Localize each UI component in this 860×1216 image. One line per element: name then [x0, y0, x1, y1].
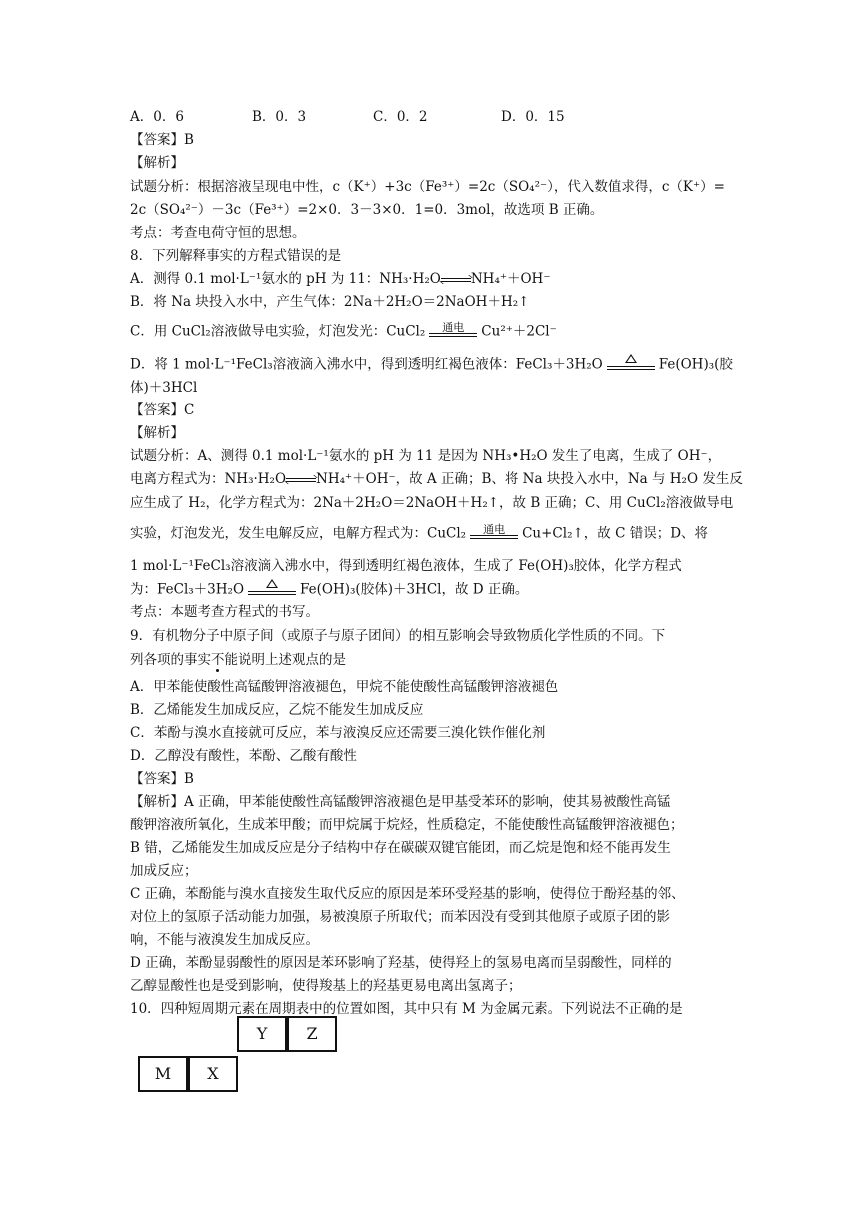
electrolysis-equals-icon	[425, 322, 481, 342]
q8-analysis-line: 1 mol·L⁻¹FeCl₃溶液滴入沸水中，得到透明红褐色液体，生成了 Fe(OH)₃胶体，化学方程式	[130, 558, 682, 574]
reversible-arrow-icon	[441, 275, 471, 285]
q8-option-c-left: C．用 CuCl₂溶液做导电实验，灯泡发光：CuCl₂	[130, 323, 426, 340]
analysis-text: 实验，灯泡发光，发生电解反应，电解方程式为：CuCl₂	[130, 525, 467, 542]
q9-analysis-line: C 正确，苯酚能与溴水直接发生取代反应的原因是苯环受羟基的影响，使得位于酚羟基的邻、	[130, 886, 685, 902]
q9-option-d: D．乙醇没有酸性，苯酚、乙酸有酸性	[130, 748, 357, 764]
condition-label: 通电	[442, 321, 465, 334]
q9-analysis-line: D 正确，苯酚显弱酸性的原因是苯环影响了羟基，使得羟上的氢易电离而呈弱酸性，同样的	[130, 955, 672, 971]
q7-analysis-label: 【解析】	[130, 155, 184, 171]
q8-analysis-line: 试题分析：A、测得 0.1 mol·L⁻¹氨水的 pH 为 11 是因为 NH₃•H₂O 发生了电离，生成了 OH⁻，	[130, 448, 722, 464]
q8-analysis-line	[130, 524, 730, 544]
q9-analysis-line: 响，不能与液溴发生加成反应。	[130, 932, 319, 948]
q9-analysis-line: 对位上的氢原子活动能力加强，易被溴原子所取代；而苯因没有受到其他原子或原子团的影	[130, 909, 670, 925]
element-cell-x: X	[188, 1056, 238, 1092]
q9-analysis-line: 加成反应；	[130, 863, 198, 879]
stem-text: 列各项的事实	[130, 652, 211, 668]
q8-option-c	[130, 322, 730, 342]
q8-analysis-line: 应生成了 H₂，化学方程式为：2Na＋2H₂O＝2NaOH＋H₂↑，故 B 正确；C、用 CuCl₂溶液做导电	[130, 495, 734, 511]
heating-equals-icon	[244, 580, 300, 600]
q8-answer: 【答案】C	[130, 402, 195, 418]
q8-option-d	[130, 355, 733, 375]
q9-option-a: A．甲苯能使酸性高锰酸钾溶液褪色，甲烷不能使酸性高锰酸钾溶液褪色	[130, 679, 559, 695]
q8-option-d-right: Fe(OH)₃(胶	[658, 356, 733, 373]
element-cell-z: Z	[287, 1016, 337, 1052]
q10-stem: 10．四种短周期元素在周期表中的位置如图，其中只有 M 为金属元素。下列说法不正确的是	[130, 1001, 683, 1017]
analysis-text: Cu+Cl₂↑，故 C 错误；D、将	[522, 525, 709, 542]
q8-analysis-label: 【解析】	[130, 425, 184, 441]
q9-analysis-line: 酸钾溶液所氧化，生成苯甲酸；而甲烷属于烷烃，性质稳定，不能使酸性高锰酸钾溶液褪色；	[130, 817, 684, 833]
q9-stem: 9．有机物分子中原子间（或原子与原子团间）的相互影响会导致物质化学性质的不同。下	[130, 628, 666, 644]
q9-analysis-line: 【解析】A 正确，甲苯能使酸性高锰酸钾溶液褪色是甲基受苯环的影响，使其易被酸性高锰	[130, 794, 671, 810]
q9-analysis-line: B 错，乙烯能发生加成反应是分子结构中存在碳碳双键官能团，而乙烷是饱和烃不能再发生	[130, 840, 671, 856]
q8-option-c-right: Cu²⁺＋2Cl⁻	[481, 323, 557, 340]
analysis-text: 电离方程式为：NH₃·H₂O	[130, 471, 287, 487]
q8-stem: 8．下列解释事实的方程式错误的是	[130, 248, 342, 264]
q7-point: 考点：考查电荷守恒的思想。	[130, 225, 306, 241]
q7-option-a: A．0．6	[130, 109, 184, 125]
q8-option-d-left: D．将 1 mol·L⁻¹FeCl₃溶液滴入沸水中，得到透明红褐色液体：FeCl₃＋3H₂O	[130, 356, 603, 373]
q8-analysis-line	[130, 470, 743, 488]
reversible-arrow-icon	[286, 475, 316, 485]
q7-option-d: D．0．15	[501, 109, 565, 125]
q8-option-d-cont: 体)＋3HCl	[130, 380, 198, 396]
q7-option-c: C．0．2	[373, 109, 428, 125]
q8-point: 考点：本题考查方程式的书写。	[130, 604, 319, 620]
q7-analysis-line: 试题分析：根据溶液呈现电中性，c（K⁺）+3c（Fe³⁺）=2c（SO₄²⁻），代入数值求得，c（K⁺）=	[130, 179, 725, 195]
q8-option-a-right: NH₄⁺＋OH⁻	[470, 271, 551, 287]
emphasis-text: 不能	[211, 652, 238, 668]
analysis-text: Fe(OH)₃(胶体)＋3HCl，故 D 正确。	[300, 581, 529, 598]
analysis-text: 为：FeCl₃＋3H₂O	[130, 581, 245, 598]
element-cell-y: Y	[237, 1016, 287, 1052]
q8-option-b: B．将 Na 块投入水中，产生气体：2Na＋2H₂O＝2NaOH＋H₂↑	[130, 294, 530, 310]
q9-option-c: C．苯酚与溴水直接就可反应，苯与液溴反应还需要三溴化铁作催化剂	[130, 725, 546, 741]
element-cell-m: M	[138, 1056, 188, 1092]
q8-option-a	[130, 270, 730, 288]
q7-analysis-line: 2c（SO₄²⁻）－3c（Fe³⁺）=2×0．3－3×0．1=0．3mol，故选项 B 正确。	[130, 202, 604, 218]
heating-equals-icon	[603, 355, 659, 375]
stem-text: 说明上述观点的是	[238, 652, 346, 668]
analysis-text: NH₄⁺＋OH⁻，故 A 正确；B、将 Na 块投入水中，Na 与 H₂O 发生反	[316, 471, 743, 487]
q7-answer: 【答案】B	[130, 132, 194, 148]
q7-option-b: B．0．3	[252, 109, 307, 125]
q8-option-a-left: A．测得 0.1 mol·L⁻¹氨水的 pH 为 11：NH₃·H₂O	[130, 271, 441, 287]
q9-answer: 【答案】B	[130, 771, 194, 787]
q8-analysis-line	[130, 580, 730, 600]
q9-option-b: B．乙烯能发生加成反应，乙烷不能发生加成反应	[130, 702, 424, 718]
electrolysis-equals-icon	[466, 524, 522, 544]
q9-stem-cont	[130, 651, 730, 669]
condition-label: 通电	[483, 523, 506, 536]
q9-analysis-line: 乙醇显酸性也是受到影响，使得羧基上的羟基更易电离出氢离子；	[130, 978, 522, 994]
